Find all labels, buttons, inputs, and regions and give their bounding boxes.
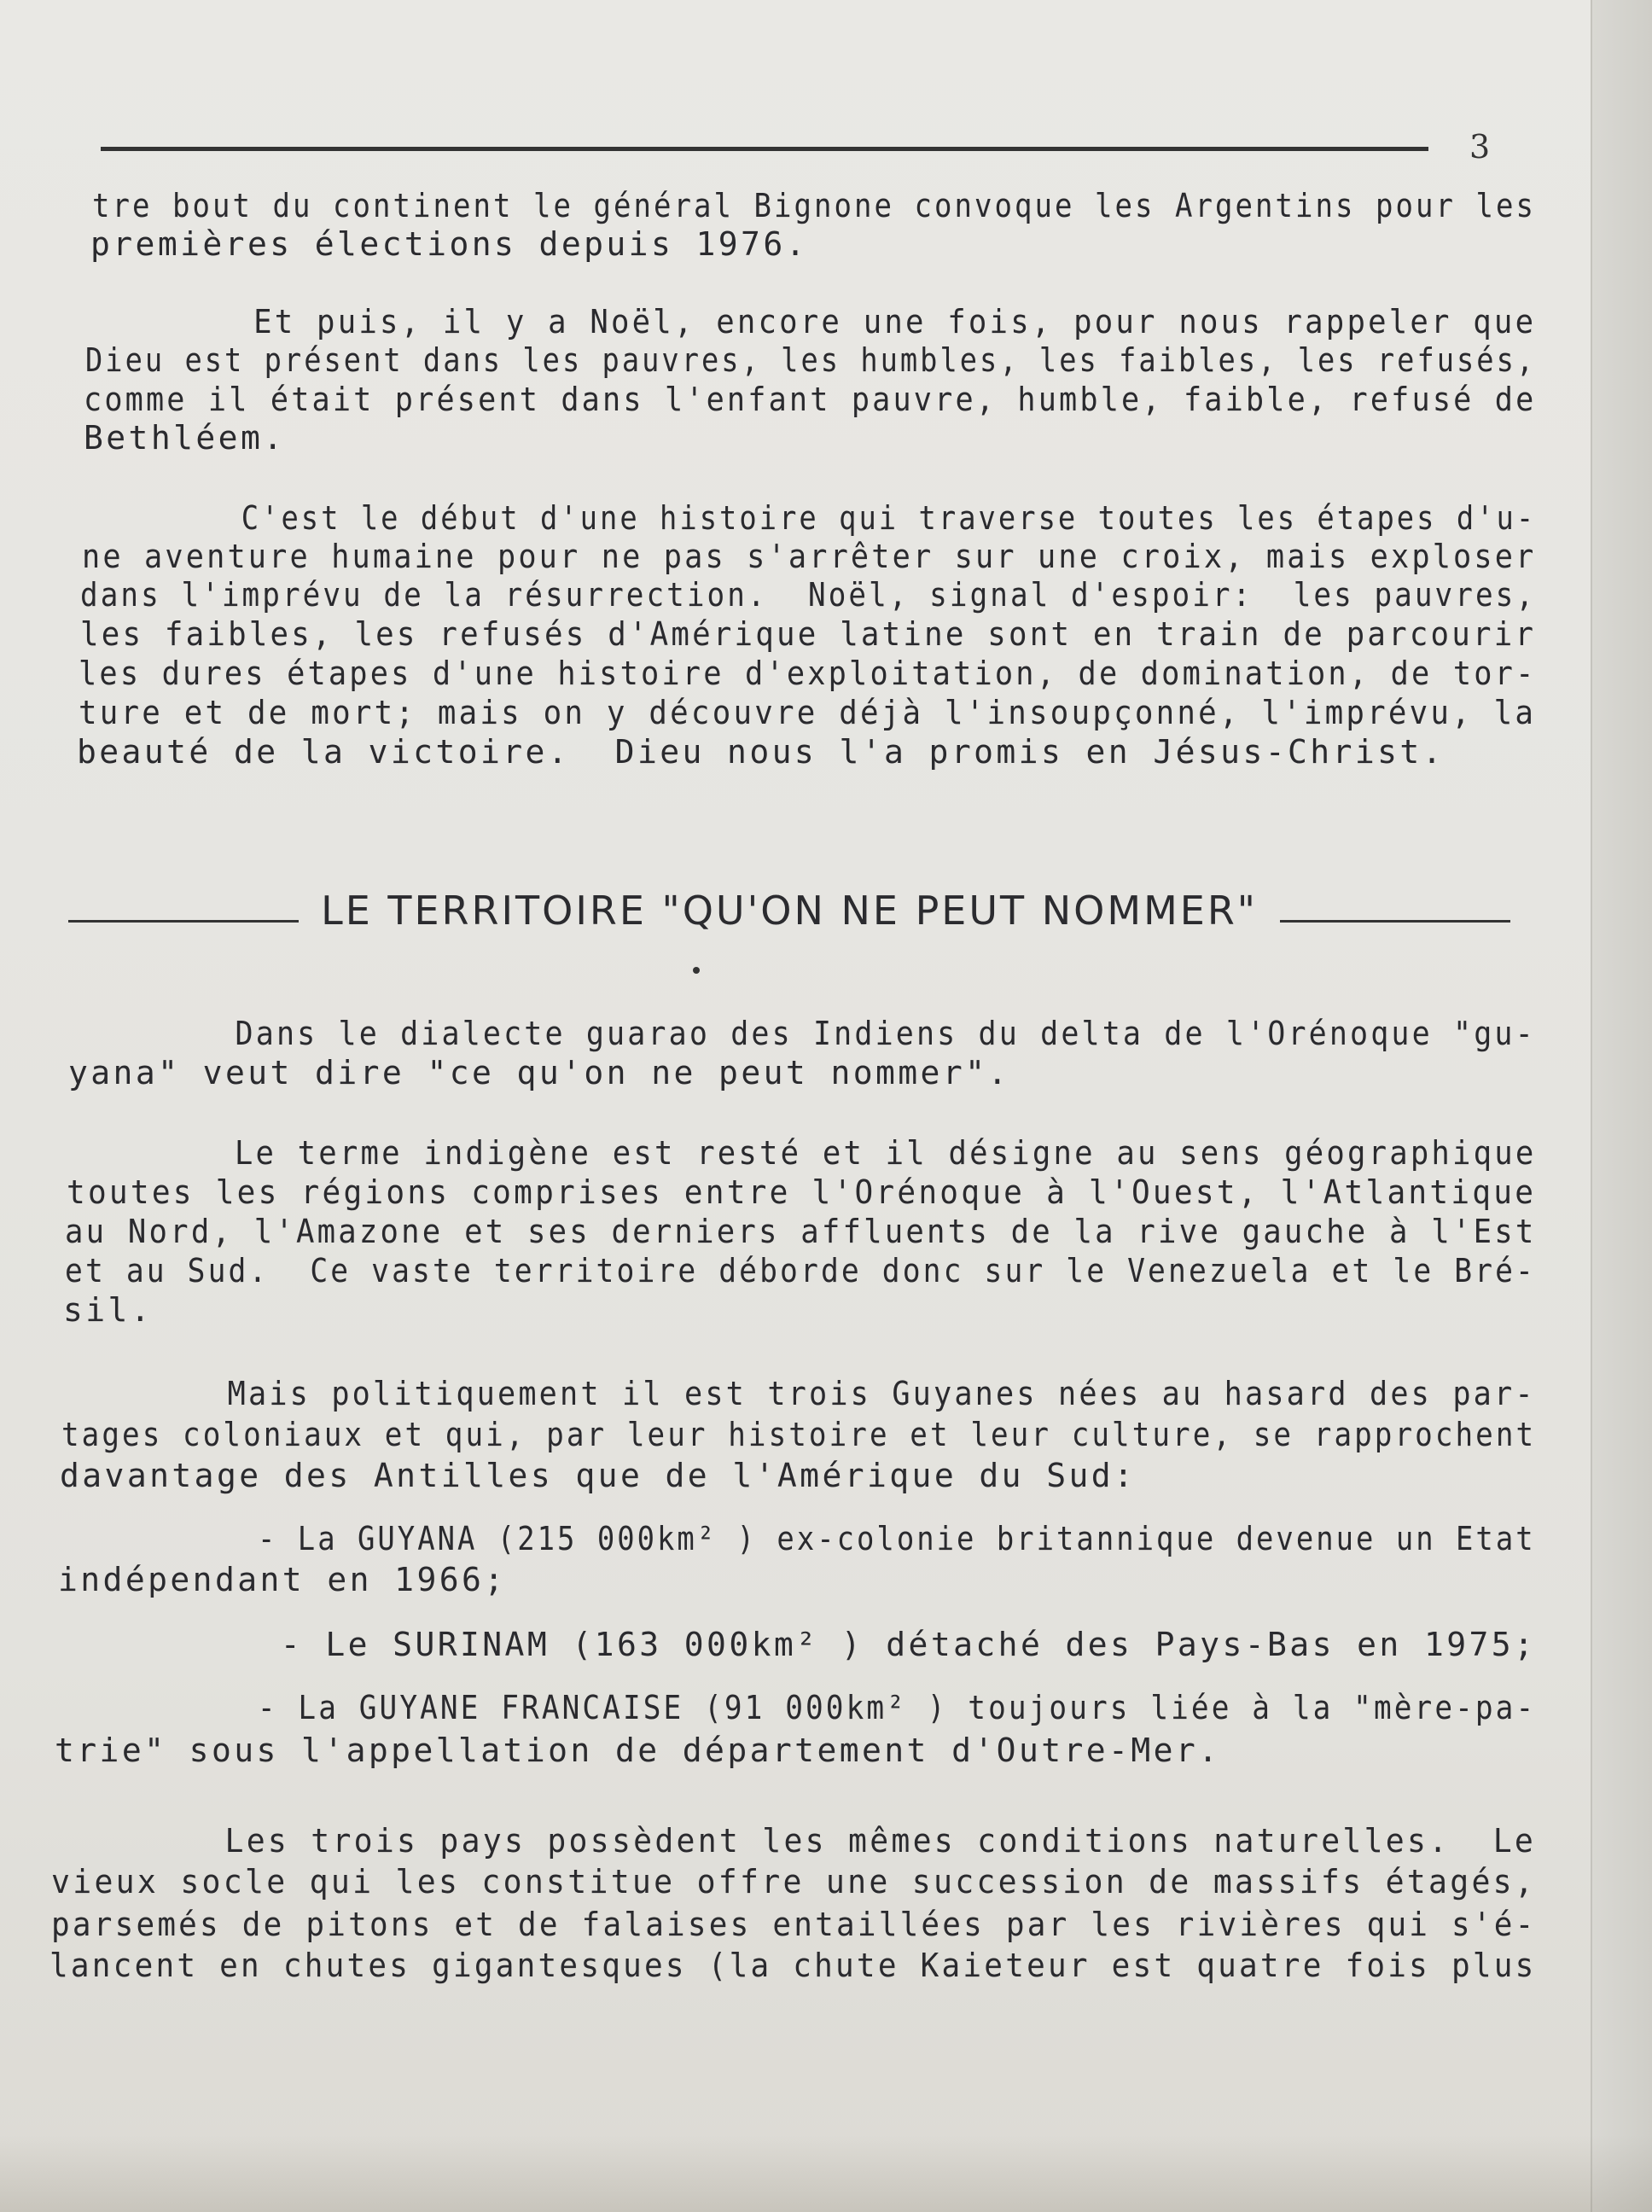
text-line: yana" veut dire "ce qu'on ne peut nommer". [68, 1054, 1010, 1091]
text-line: les faibles, les refusés d'Amérique latine sont en train de parcourir [80, 615, 1537, 653]
text-line: les dures étapes d'une histoire d'exploitation, de domination, de tor- [79, 655, 1537, 692]
text-line: toutes les régions comprises entre l'Orénoque à l'Ouest, l'Atlantique [67, 1173, 1537, 1211]
page-edge [1591, 0, 1652, 2212]
text-line: comme il était présent dans l'enfant pauvre, humble, faible, refusé de [84, 381, 1537, 418]
text-line: C'est le début d'une histoire qui traverse toutes les étapes d'u- [82, 499, 1537, 537]
text-line: dans l'imprévu de la résurrection. Noël, signal d'espoir: les pauvres, [80, 576, 1537, 614]
list-item-guyane-francaise: - La GUYANE FRANCAISE (91 000km² ) toujours liée à la "mère-pa- [55, 1689, 1537, 1726]
text-line: Bethléem. [84, 419, 286, 457]
text-line: Mais politiquement il est trois Guyanes nées au hasard des par- [61, 1375, 1536, 1412]
text-line: trie" sous l'appellation de département d'Outre-Mer. [55, 1732, 1221, 1769]
text-line: au Nord, l'Amazone et ses derniers affluents de la rive gauche à l'Est [65, 1213, 1537, 1250]
text-line: tre bout du continent le général Bignone convoque les Argentins pour les [92, 187, 1537, 224]
heading-rule-right [1280, 920, 1510, 923]
section-heading [68, 888, 1510, 934]
section-heading-text: LE TERRITOIRE "QU'ON NE PEUT NOMMER" [321, 888, 1258, 934]
header-rule [101, 147, 1428, 151]
page-shadow [0, 2135, 1652, 2212]
heading-rule-left [68, 920, 299, 923]
text-line: vieux socle qui les constitue offre une succession de massifs étagés, [51, 1863, 1537, 1901]
text-line: ture et de mort; mais on y découvre déjà l'insoupçonné, l'imprévu, la [79, 694, 1537, 731]
text-line: Et puis, il y a Noël, encore une fois, pour nous rappeler que [85, 303, 1537, 341]
text-line: Dieu est présent dans les pauvres, les humbles, les faibles, les refusés, [85, 341, 1537, 379]
text-line: tages coloniaux et qui, par leur histoire et leur culture, se rapprochent [61, 1416, 1537, 1453]
text-line: indépendant en 1966; [58, 1561, 507, 1598]
text-line: et au Sud. Ce vaste territoire déborde donc sur le Venezuela et le Bré- [65, 1252, 1537, 1289]
stray-dot [693, 967, 700, 974]
list-item-surinam: - Le SURINAM (163 000km² ) détaché des Pays-Bas en 1975; [56, 1626, 1537, 1663]
text-line: ne aventure humaine pour ne pas s'arrêter sur une croix, mais exploser [82, 538, 1537, 575]
text-line: Le terme indigène est resté et il désigne au sens géographique [67, 1134, 1537, 1172]
text-line: sil. [63, 1291, 154, 1329]
list-item-guyana: - La GUYANA (215 000km² ) ex-colonie britannique devenue un Etat [58, 1520, 1536, 1557]
text-line: parsemés de pitons et de falaises entaillées par les rivières qui s'é- [51, 1906, 1537, 1943]
text-line: premières élections depuis 1976. [90, 225, 808, 263]
page-number: 3 [1469, 128, 1491, 166]
text-line: Les trois pays possèdent les mêmes conditions naturelles. Le [53, 1822, 1537, 1860]
text-line: lancent en chutes gigantesques (la chute Kaieteur est quatre fois plus [49, 1947, 1537, 1984]
text-line: Dans le dialecte guarao des Indiens du delta de l'Orénoque "gu- [70, 1015, 1536, 1052]
text-line: davantage des Antilles que de l'Amérique du Sud: [60, 1457, 1137, 1494]
text-line: beauté de la victoire. Dieu nous l'a promis en Jésus-Christ. [77, 733, 1445, 771]
